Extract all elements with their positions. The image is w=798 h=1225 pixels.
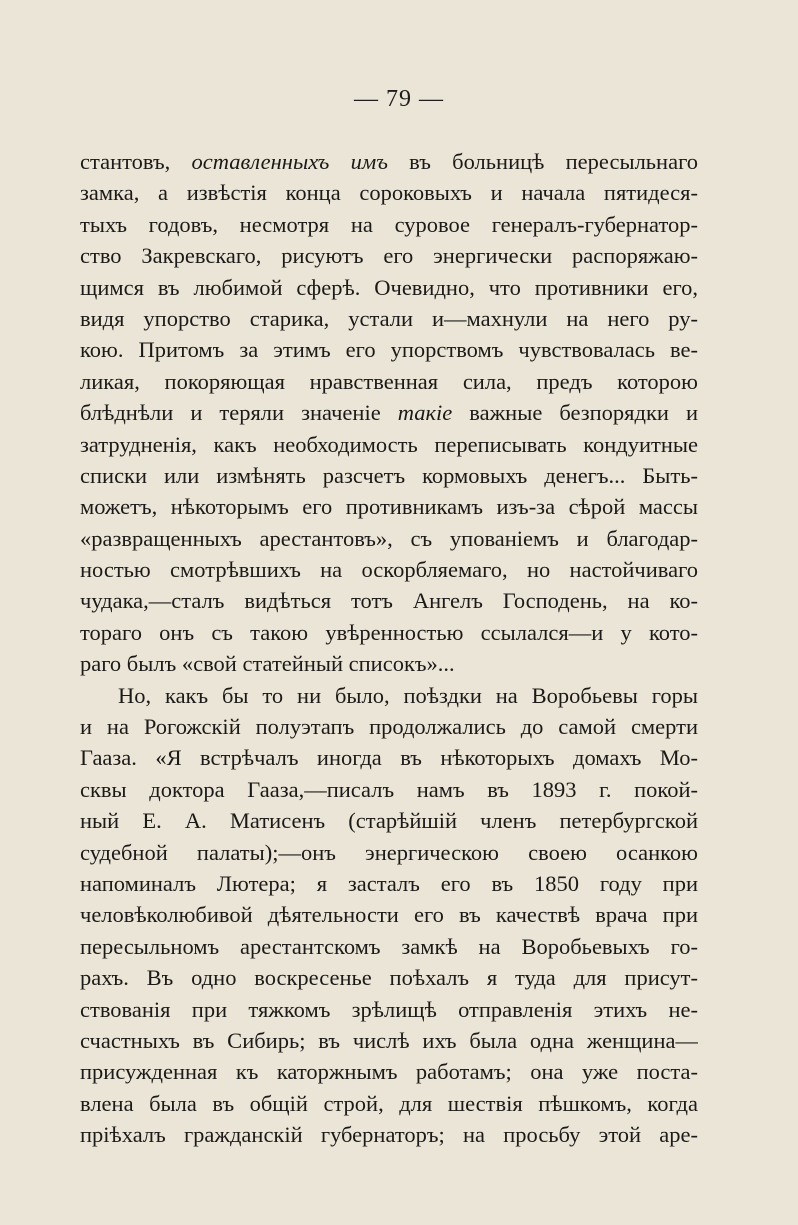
text-segment: судебной палаты);—онъ энергическою своею осанкою	[80, 839, 698, 865]
text-line	[80, 1025, 698, 1056]
text-line	[80, 429, 698, 460]
text-segment: человѣколюбивой дѣятельности его въ качествѣ врача при	[80, 902, 698, 928]
text-segment: затрудненія, какъ необходимость переписывать кондуитные	[80, 431, 698, 457]
text-line	[80, 962, 698, 993]
text-segment: рахъ. Въ одно воскресенье поѣхалъ я туда для присут-	[80, 965, 698, 991]
text-segment: важные безпорядки и	[452, 400, 698, 426]
text-line	[80, 617, 698, 648]
text-line	[80, 585, 698, 616]
text-segment: сквы доктора Гааза,—писалъ намъ въ 1893 г. покой-	[80, 776, 698, 802]
text-segment: видя упорство старика, устали и—махнули на него ру-	[80, 305, 698, 331]
text-segment: щимся въ любимой сферѣ. Очевидно, что противники его,	[80, 274, 698, 300]
text-line	[80, 303, 698, 334]
text-line	[80, 523, 698, 554]
text-segment: замка, а извѣстія конца сороковыхъ и начала пятидеся-	[80, 180, 698, 206]
text-segment: «развращенныхъ арестантовъ», съ упованіемъ и благодар-	[80, 525, 698, 551]
text-line	[80, 366, 698, 397]
text-segment: раго былъ «свой статейный списокъ»...	[80, 651, 455, 677]
text-segment: и на Рогожскій полуэтапъ продолжались до самой смерти	[80, 714, 698, 740]
text-line	[80, 491, 698, 522]
text-line	[80, 774, 698, 805]
text-line	[80, 837, 698, 868]
text-line	[80, 272, 698, 303]
text-segment: чудака,—сталъ видѣться тотъ Ангелъ Господень, на ко-	[80, 588, 698, 614]
text-line	[80, 680, 698, 711]
text-segment: Гааза. «Я встрѣчалъ иногда въ нѣкоторыхъ домахъ Мо-	[80, 745, 698, 771]
text-line	[80, 899, 698, 930]
text-segment: кою. Притомъ за этимъ его упорствомъ чувствовалась ве-	[80, 337, 698, 363]
text-segment: блѣднѣли и теряли значеніе	[80, 400, 398, 426]
text-line	[80, 146, 698, 177]
text-segment: ликая, покоряющая нравственная сила, предъ которою	[80, 368, 698, 394]
italic-text-segment: оставленныхъ имъ	[191, 149, 388, 174]
text-line	[80, 994, 698, 1025]
text-segment: влена была въ общій строй, для шествія пѣшкомъ, когда	[80, 1090, 698, 1116]
text-segment: напоминалъ Лютера; я засталъ его въ 1850 году при	[80, 870, 698, 896]
text-segment: въ больницѣ пересыльнаго	[387, 149, 698, 174]
text-segment: пересыльномъ арестантскомъ замкѣ на Воробьевыхъ го-	[80, 933, 698, 959]
text-segment: тыхъ годовъ, несмотря на суровое генералъ-губернатор-	[80, 211, 698, 237]
text-line	[80, 648, 698, 679]
text-segment: стантовъ,	[80, 149, 192, 174]
text-segment: ный Е. А. Матисенъ (старѣйшій членъ петербургской	[80, 808, 698, 834]
text-line	[80, 460, 698, 491]
text-line	[80, 1056, 698, 1087]
text-line	[80, 931, 698, 962]
text-line	[80, 1119, 698, 1150]
text-line	[80, 805, 698, 836]
text-segment: тораго онъ съ такою увѣренностью ссылался—и у кото-	[80, 619, 698, 645]
text-segment: списки или измѣнять разсчетъ кормовыхъ денегъ... Быть-	[80, 462, 698, 488]
text-line	[80, 177, 698, 208]
text-line	[80, 868, 698, 899]
page-number: — 79 —	[354, 86, 444, 112]
text-line	[80, 334, 698, 365]
text-line	[80, 711, 698, 742]
text-line	[80, 209, 698, 240]
text-line	[80, 742, 698, 773]
text-segment: присужденная къ каторжнымъ работамъ; она уже поста-	[80, 1059, 698, 1085]
text-segment: можетъ, нѣкоторымъ его противникамъ изъ-за сѣрой массы	[80, 494, 698, 520]
text-segment: счастныхъ въ Сибирь; въ числѣ ихъ была одна женщина—	[80, 1027, 698, 1053]
text-line	[80, 397, 698, 428]
text-line	[80, 240, 698, 271]
body-text	[80, 146, 698, 1151]
text-segment: ствованія при тяжкомъ зрѣлищѣ отправленія этихъ не-	[80, 996, 698, 1022]
text-segment: пріѣхалъ гражданскій губернаторъ; на просьбу этой аре-	[80, 1122, 698, 1148]
text-segment: ство Закревскаго, рисуютъ его энергически распоряжаю-	[80, 243, 698, 269]
text-segment: Но, какъ бы то ни было, поѣздки на Воробьевы горы	[118, 682, 698, 708]
text-line	[80, 554, 698, 585]
text-segment: ностью смотрѣвшихъ на оскорбляемаго, но настойчиваго	[80, 557, 698, 583]
text-line	[80, 1088, 698, 1119]
italic-text-segment: такіе	[397, 400, 453, 426]
